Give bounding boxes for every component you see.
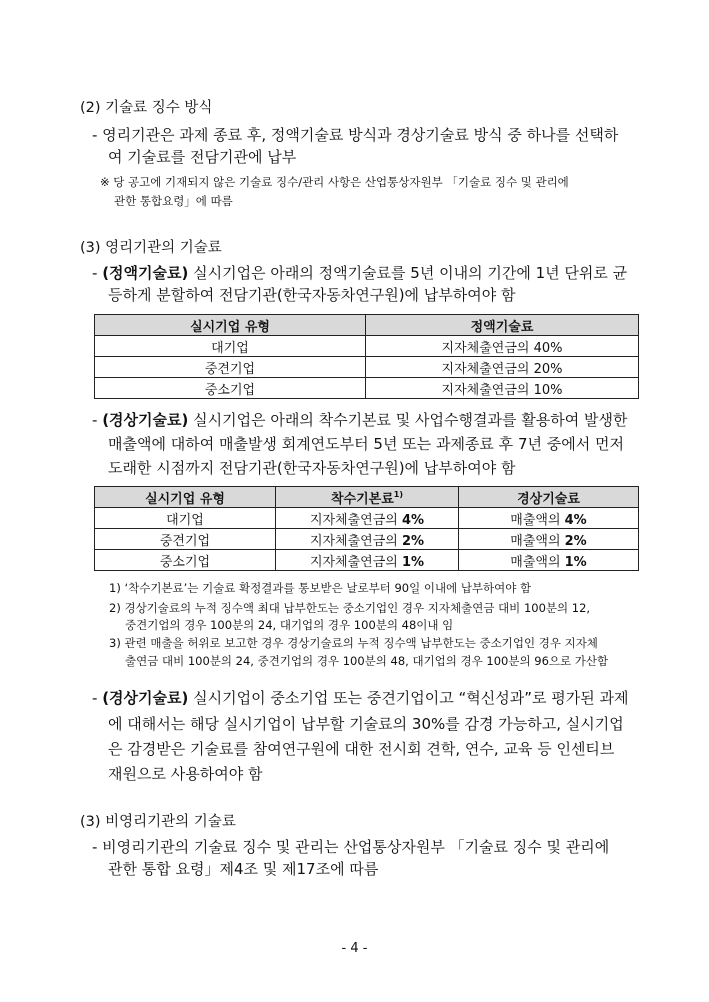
footnote-line: 중견기업의 경우 100분의 24, 대기업의 경우 100분의 48이내 임 bbox=[125, 618, 454, 632]
table-cell: 대기업 bbox=[95, 508, 276, 529]
note-line: ※ 당 공고에 기재되지 않은 기술료 징수/관리 사항은 산업통상자원부 「기술료 징수 및 관리에 bbox=[100, 175, 569, 189]
paragraph-line: 은 감경받은 기술료를 참여연구원에 대한 전시회 견학, 연수, 교육 등 인센티브 bbox=[108, 740, 615, 758]
table-row bbox=[95, 336, 639, 357]
table-cell: 지자체출연금의 1% bbox=[276, 550, 459, 571]
table-header-cell: 착수기본료$^{1)}$ bbox=[276, 487, 459, 508]
table-cell: 대기업 bbox=[95, 336, 366, 357]
table-row bbox=[95, 508, 639, 529]
term-label: (정액기술료) bbox=[102, 264, 189, 282]
footnote-line: 3) 관련 매출을 허위로 보고한 경우 경상기술료의 누적 징수액 납부한도는 중소기업인 경우 지자체 bbox=[109, 636, 598, 650]
paragraph-line: - 비영리기관의 기술료 징수 및 관리는 산업통상자원부 「기술료 징수 및 관리에 bbox=[92, 838, 610, 856]
footnote-line: 출연금 대비 100분의 24, 중견기업의 경우 100분의 48, 대기업의 경우 100분의 96으로 가산함 bbox=[125, 654, 609, 668]
paragraph-line: 에 대해서는 해당 실시기업이 납부할 기술료의 30%를 감경 가능하고, 실시기업 bbox=[108, 715, 624, 733]
table-cell: 지자체출연금의 20% bbox=[366, 357, 639, 378]
table-cell: 지자체출연금의 40% bbox=[366, 336, 639, 357]
table-row bbox=[95, 529, 639, 550]
table-header-row bbox=[95, 315, 639, 336]
footnote-line: 1) ‘착수기본료’는 기술료 확정결과를 통보받은 날로부터 90일 이내에 납부하여야 함 bbox=[109, 581, 532, 595]
note-line: 관한 통합요령」에 따름 bbox=[114, 194, 233, 208]
section-heading-nonprofit-org: (3) 비영리기관의 기술료 bbox=[80, 814, 236, 830]
table-row bbox=[95, 378, 639, 399]
table-cell: 지자체출연금의 10% bbox=[366, 378, 639, 399]
table-cell: 중소기업 bbox=[95, 550, 276, 571]
table-cell: 매출액의 4% bbox=[459, 508, 639, 529]
page-number: - 4 - bbox=[341, 941, 368, 956]
term-label: (경상기술료) bbox=[102, 411, 189, 429]
section-heading-collection-method: (2) 기술료 징수 방식 bbox=[80, 100, 213, 116]
table-cell: 중소기업 bbox=[95, 378, 366, 399]
table-header-row bbox=[95, 487, 639, 508]
table-cell: 매출액의 2% bbox=[459, 529, 639, 550]
table-row bbox=[95, 550, 639, 571]
paragraph-line: 관한 통합 요령」제4조 및 제17조에 따름 bbox=[108, 860, 379, 878]
paragraph-line: - 영리기관은 과제 종료 후, 정액기술료 방식과 경상기술료 방식 중 하나를 선택하 bbox=[92, 126, 619, 144]
table-cell: 지자체출연금의 4% bbox=[276, 508, 459, 529]
footnote-marker: 1) bbox=[393, 489, 404, 499]
footnote-line: 2) 경상기술료의 누적 징수액 최대 납부한도는 중소기업인 경우 지자체출연금 대비 100분의 12, bbox=[109, 601, 591, 615]
table-header-cell: 실시기업 유형 bbox=[95, 487, 276, 508]
paragraph-line: 매출액에 대하여 매출발생 회계연도부터 5년 또는 과제종료 후 7년 중에서 먼저 bbox=[108, 435, 624, 453]
running-fee-table bbox=[94, 486, 639, 571]
fixed-fee-table bbox=[94, 314, 639, 399]
table-header-cell: 실시기업 유형 bbox=[95, 315, 366, 336]
paragraph-line: 여 기술료를 전담기관에 납부 bbox=[108, 148, 297, 166]
table-header-cell: 정액기술료 bbox=[366, 315, 639, 336]
paragraph-line: 재원으로 사용하여야 함 bbox=[108, 765, 263, 783]
table-cell: 지자체출연금의 2% bbox=[276, 529, 459, 550]
term-label: (경상기술료) bbox=[102, 689, 189, 707]
table-cell: 중견기업 bbox=[95, 357, 366, 378]
paragraph-line: 도래한 시점까지 전담기관(한국자동차연구원)에 납부하여야 함 bbox=[108, 459, 516, 477]
table-row bbox=[95, 357, 639, 378]
paragraph-line: - (경상기술료) 실시기업은 아래의 착수기본료 및 사업수행결과를 활용하여 발생한 bbox=[92, 411, 628, 429]
table-cell: 중견기업 bbox=[95, 529, 276, 550]
paragraph-line: - (정액기술료) 실시기업은 아래의 정액기술료를 5년 이내의 기간에 1년 단위로 균 bbox=[92, 264, 628, 282]
paragraph-line: - (경상기술료) 실시기업이 중소기업 또는 중견기업이고 “혁신성과”로 평가된 과제 bbox=[92, 689, 629, 707]
paragraph-line: 등하게 분할하여 전담기관(한국자동차연구원)에 납부하여야 함 bbox=[108, 286, 516, 304]
table-header-cell: 경상기술료 bbox=[459, 487, 639, 508]
table-cell: 매출액의 1% bbox=[459, 550, 639, 571]
section-heading-profit-org: (3) 영리기관의 기술료 bbox=[80, 240, 222, 256]
